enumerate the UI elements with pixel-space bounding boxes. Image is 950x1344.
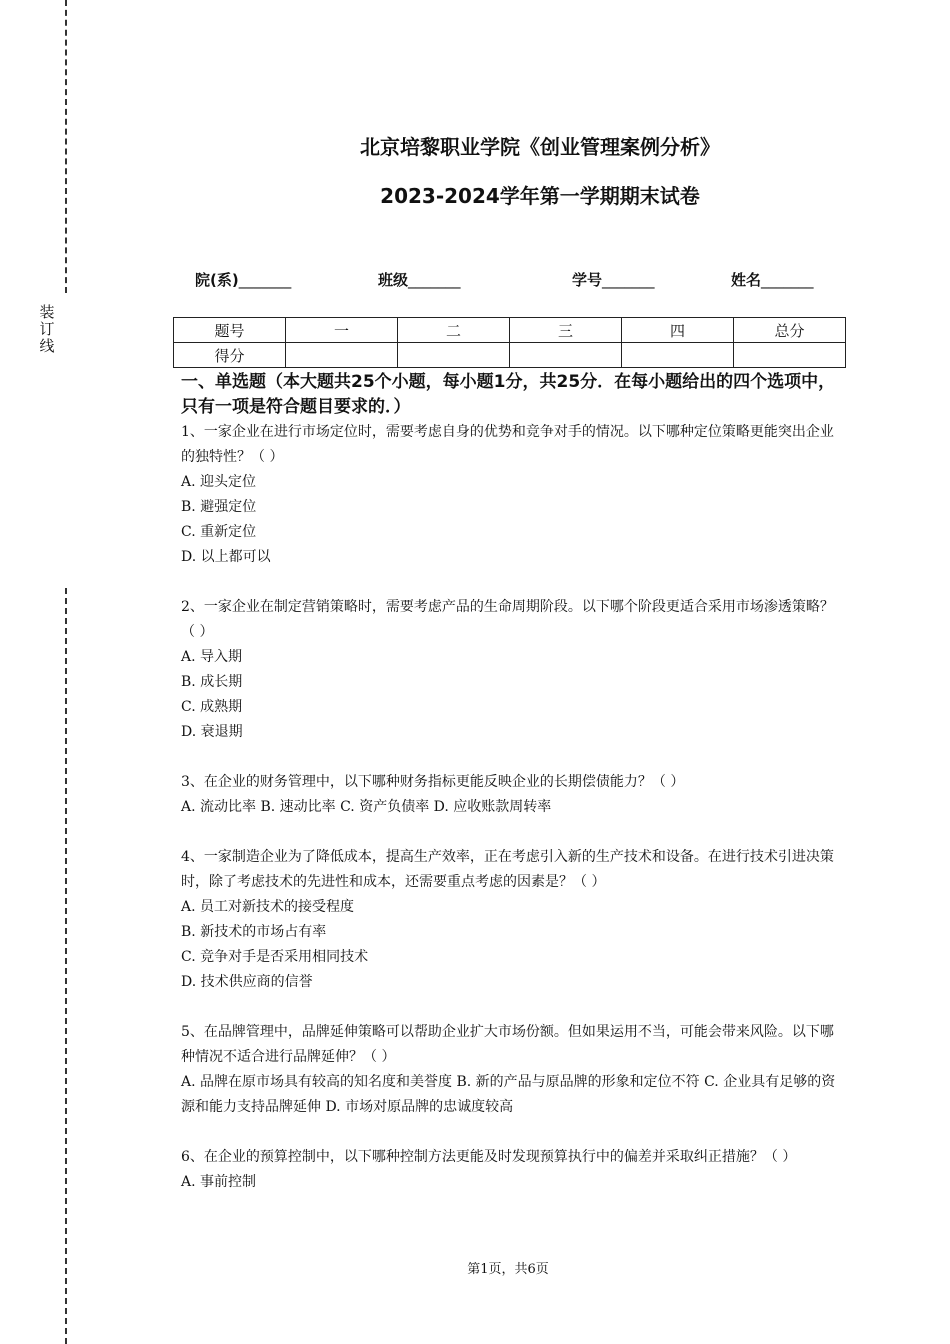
page-footer: 第1页，共6页: [467, 1262, 549, 1277]
info-blank[interactable]: _______: [408, 271, 461, 289]
info-department: [195, 269, 291, 290]
info-class: [378, 269, 461, 290]
question-option: A. 事前控制: [181, 1174, 257, 1190]
score-header-cell: 四: [622, 318, 734, 343]
question-list: [181, 420, 841, 1220]
info-blank[interactable]: _______: [238, 271, 292, 289]
binding-line-label: 装订线: [39, 303, 55, 355]
score-table: [173, 317, 846, 368]
score-table-score-row: [174, 343, 846, 368]
question-option: C. 竞争对手是否采用相同技术: [181, 949, 369, 965]
info-blank[interactable]: _______: [602, 271, 655, 289]
question-5: [181, 1020, 841, 1120]
question-stem: 1、一家企业在进行市场定位时，需要考虑自身的优势和竞争对手的情况。以下哪种定位策略更能突出企业的独特性？（ ）: [181, 424, 834, 465]
question-option: C. 重新定位: [181, 524, 257, 540]
question-3: [181, 770, 841, 820]
exam-title-line1: 北京培黎职业学院《创业管理案例分析》: [360, 135, 720, 159]
question-stem: 4、一家制造企业为了降低成本，提高生产效率，正在考虑引入新的生产技术和设备。在进行技术引进决策时，除了考虑技术的先进性和成本，还需要重点考虑的因素是？（ ）: [181, 849, 834, 890]
question-option: B. 新技术的市场占有率: [181, 924, 327, 940]
score-cell[interactable]: [510, 343, 622, 368]
info-label: 院(系): [195, 271, 239, 289]
info-student-id: [572, 269, 655, 290]
info-label: 班级: [378, 271, 409, 289]
score-header-cell: 总分: [734, 318, 846, 343]
question-option: B. 避强定位: [181, 499, 257, 515]
question-6: [181, 1145, 841, 1195]
info-label: 学号: [572, 271, 603, 289]
question-option: A. 导入期: [181, 649, 243, 665]
question-option: D. 技术供应商的信誉: [181, 974, 313, 990]
question-2: [181, 595, 841, 745]
question-option: D. 以上都可以: [181, 549, 271, 565]
question-option: C. 成熟期: [181, 699, 243, 715]
score-cell[interactable]: [734, 343, 846, 368]
question-option: B. 成长期: [181, 674, 243, 690]
question-option: A. 迎头定位: [181, 474, 257, 490]
binding-dashed-line-top: [65, 0, 67, 293]
question-option: D. 衰退期: [181, 724, 243, 740]
info-name: [731, 269, 814, 290]
score-header-cell: 三: [510, 318, 622, 343]
question-stem: 3、在企业的财务管理中，以下哪种财务指标更能反映企业的长期偿债能力？（ ）: [181, 774, 685, 790]
info-blank[interactable]: _______: [761, 271, 814, 289]
exam-title-line2: 2023-2024学年第一学期期末试卷: [380, 184, 700, 208]
score-cell[interactable]: [398, 343, 510, 368]
binding-dashed-line-bottom: [65, 588, 67, 1344]
score-header-cell: 二: [398, 318, 510, 343]
score-cell[interactable]: [286, 343, 398, 368]
question-option: A. 流动比率 B. 速动比率 C. 资产负债率 D. 应收账款周转率: [181, 799, 552, 815]
question-stem: 5、在品牌管理中，品牌延伸策略可以帮助企业扩大市场份额。但如果运用不当，可能会带来风险。以下哪种情况不适合进行品牌延伸？（ ）: [181, 1024, 834, 1065]
question-option: A. 品牌在原市场具有较高的知名度和美誉度 B. 新的产品与原品牌的形象和定位不符 C. 企业具有足够的资源和能力支持品牌延伸 D. 市场对原品牌的忠诚度较高: [181, 1074, 836, 1115]
info-label: 姓名: [731, 271, 762, 289]
section-heading-single-choice: 一、单选题（本大题共25个小题，每小题1分，共25分．在每小题给出的四个选项中，只有一项是符合题目要求的．）: [181, 372, 836, 417]
score-cell[interactable]: [622, 343, 734, 368]
score-row-label: 得分: [174, 343, 286, 368]
question-stem: 6、在企业的预算控制中，以下哪种控制方法更能及时发现预算执行中的偏差并采取纠正措施？（ ）: [181, 1149, 797, 1165]
question-1: [181, 420, 841, 570]
score-table-header-row: [174, 318, 846, 343]
question-stem: 2、一家企业在制定营销策略时，需要考虑产品的生命周期阶段。以下哪个阶段更适合采用市场渗透策略？（ ）: [181, 599, 834, 640]
question-option: A. 员工对新技术的接受程度: [181, 899, 355, 915]
question-4: [181, 845, 841, 995]
score-header-cell: 题号: [174, 318, 286, 343]
score-header-cell: 一: [286, 318, 398, 343]
